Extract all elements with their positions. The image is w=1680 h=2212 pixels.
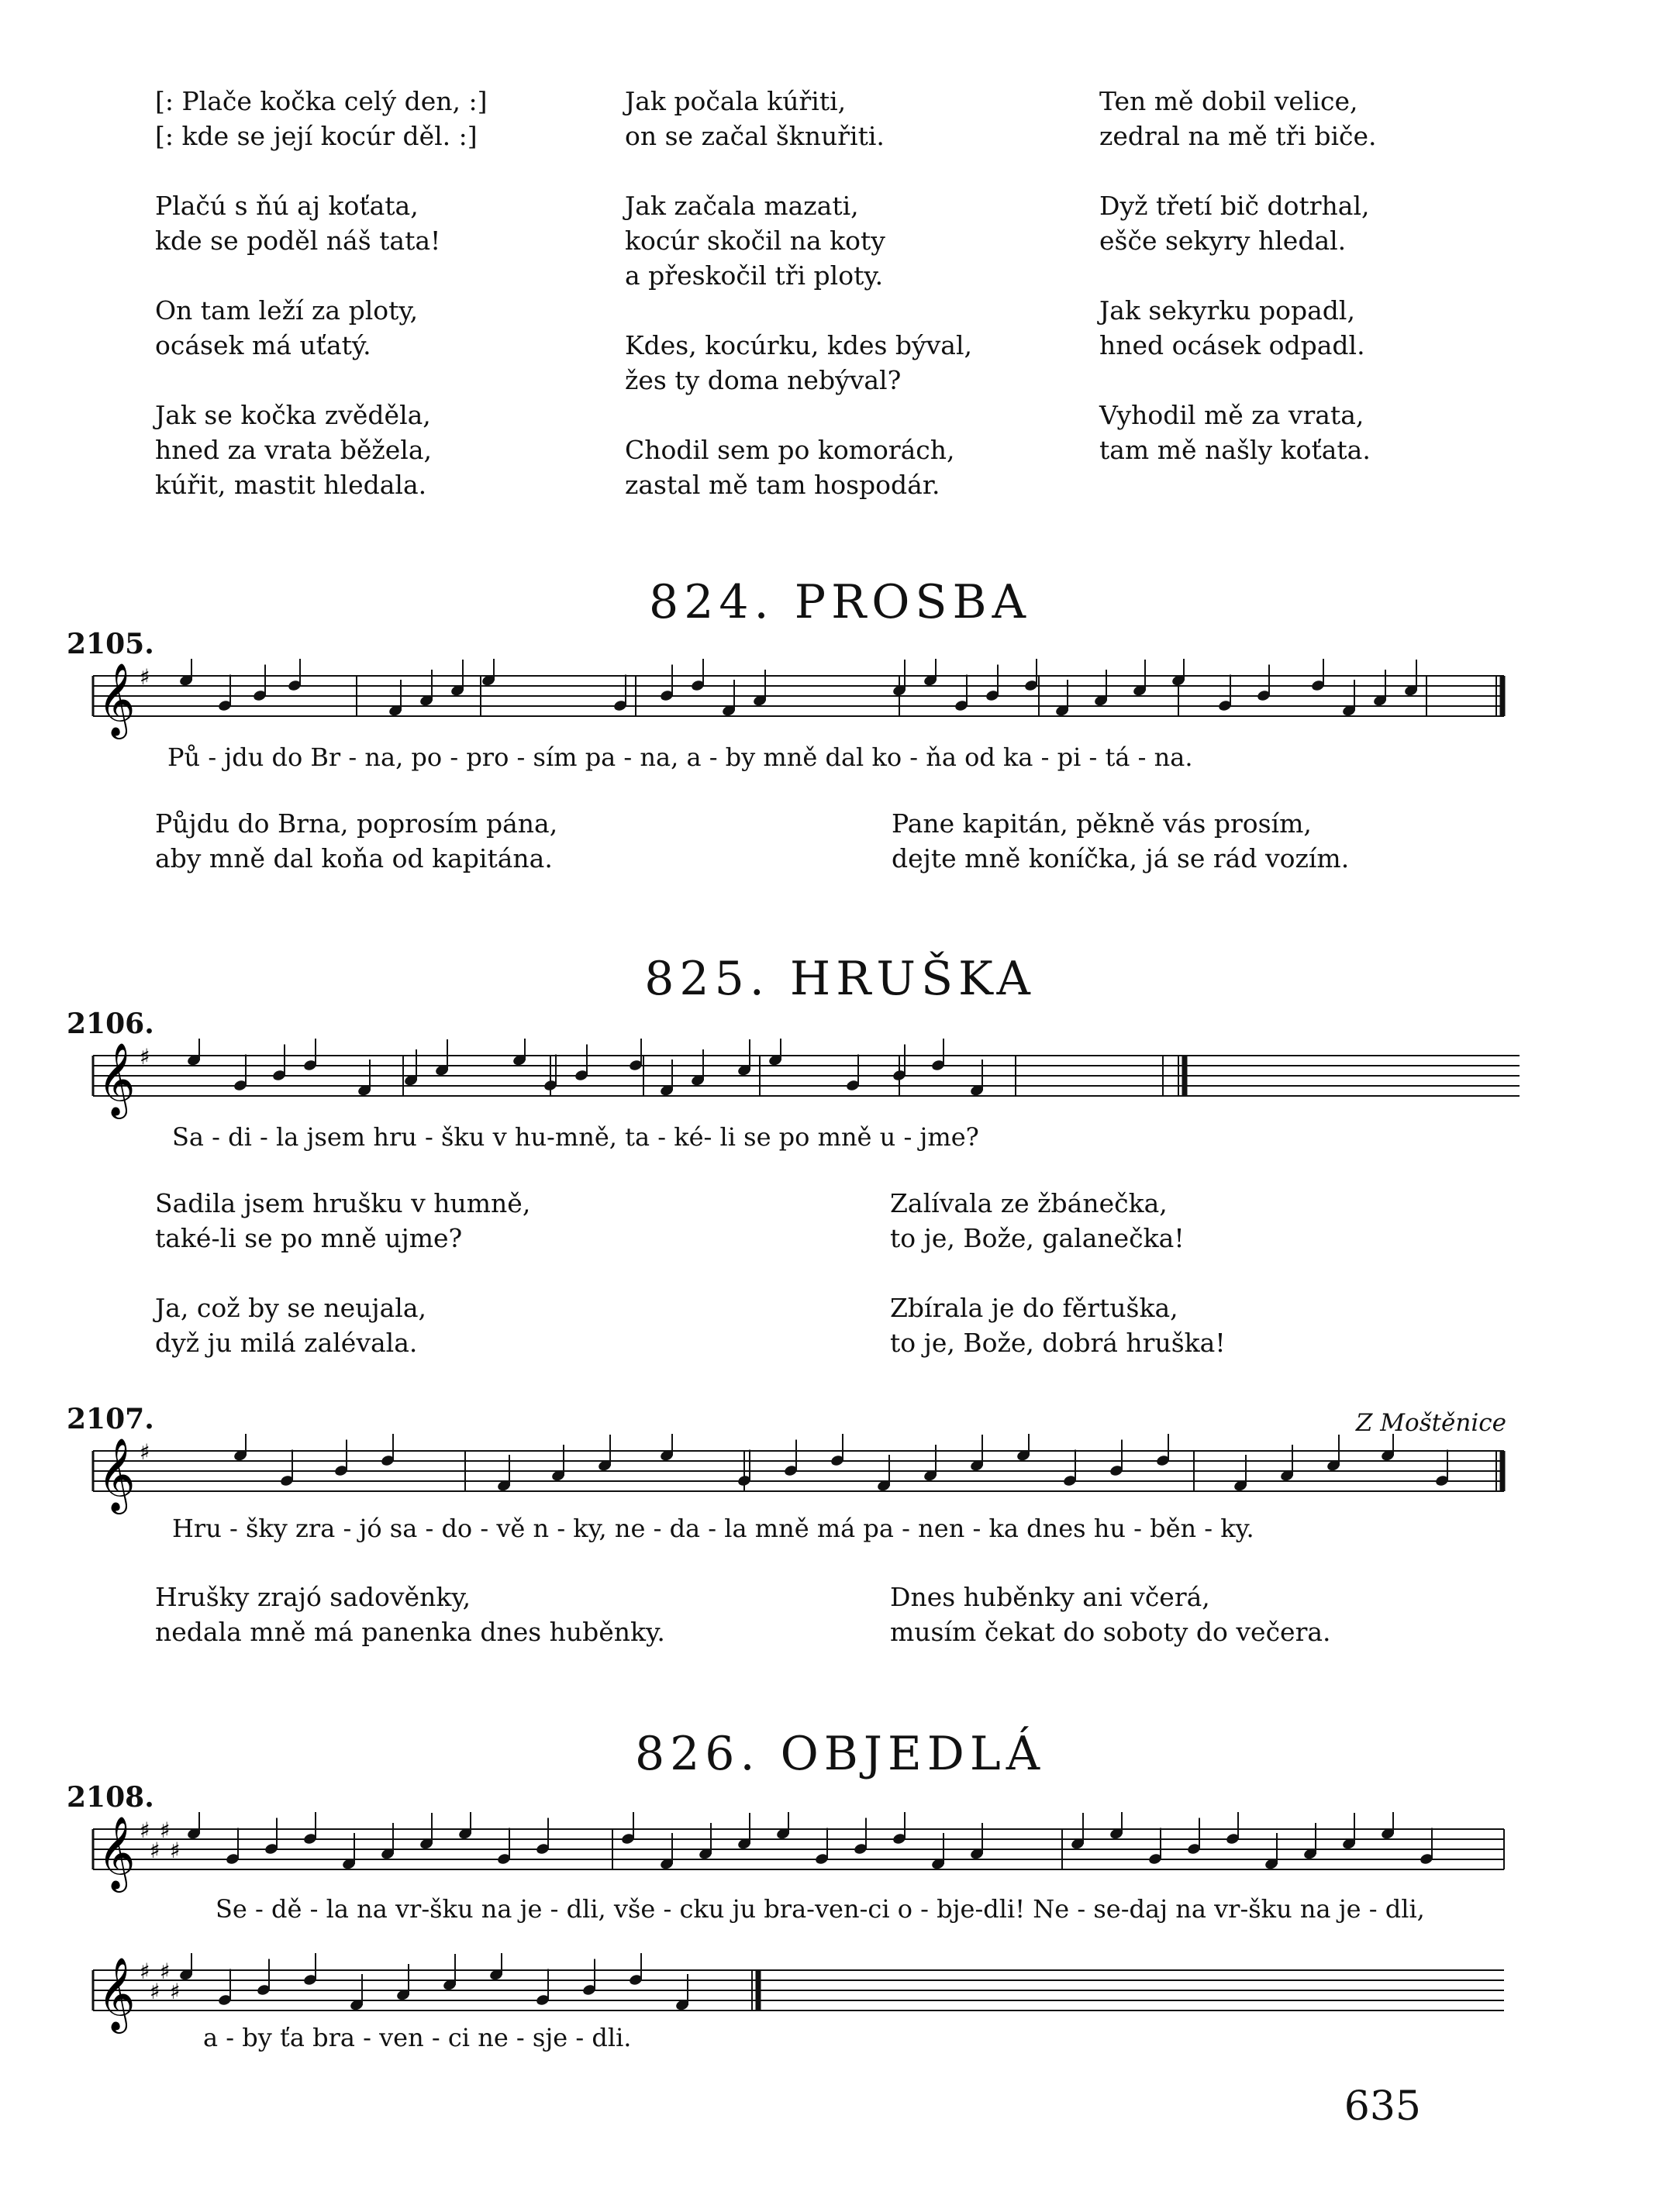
verse-line: [: Plače kočka celý den, :]	[155, 86, 488, 116]
song-title: 826. OBJEDLÁ	[634, 1727, 1046, 1781]
verse-line: Vyhodil mě za vrata,	[1099, 400, 1364, 430]
song-title: 825. HRUŠKA	[644, 952, 1036, 1006]
tune-number: 2107.	[67, 1403, 154, 1435]
sharp-icon: ♯	[170, 1979, 181, 2004]
verse-line: tam mě našly koťata.	[1099, 435, 1371, 465]
tune-number: 2108.	[67, 1781, 154, 1814]
tune-number: 2105.	[67, 628, 154, 660]
music-staff	[78, 1039, 1520, 1124]
verse-line: nedala mně má panenka dnes huběnky.	[155, 1617, 665, 1647]
verse-line: musím čekat do soboty do večera.	[890, 1617, 1331, 1647]
treble-clef-icon: 𝄞	[98, 1957, 136, 2031]
verse-line: kúřit, mastit hledala.	[155, 470, 427, 500]
verse-line: ešče sekyry hledal.	[1099, 226, 1347, 256]
music-staff	[78, 1812, 1520, 1897]
sharp-icon: ♯	[150, 1838, 160, 1863]
verse-line: Jak sekyrku popadl,	[1099, 295, 1355, 326]
verse-line: Kdes, kocúrku, kdes býval,	[625, 330, 973, 360]
sharp-icon: ♯	[160, 1959, 171, 1984]
verse-line: zedral na mě tři biče.	[1099, 121, 1377, 151]
verse-line: On tam leží za ploty,	[155, 295, 419, 326]
sharp-icon: ♯	[140, 1439, 150, 1465]
verse-line: Hrušky zrajó sadověnky,	[155, 1582, 471, 1612]
sharp-icon: ♯	[140, 664, 150, 690]
sharp-icon: ♯	[160, 1817, 171, 1843]
verse-line: hned za vrata běžela,	[155, 435, 433, 465]
verse-line: kde se poděl náš tata!	[155, 226, 441, 256]
verse-column-1	[155, 84, 488, 502]
song-lyrics-line-2: a - by ťa bra - ven - ci ne - sje - dli.	[203, 2023, 632, 2052]
verse-line: Pane kapitán, pěkně vás prosím,	[892, 808, 1312, 839]
verse-column-right	[890, 1580, 1331, 1649]
song-lyrics: Sa - di - la jsem hru - šku v hu-mně, ta - ké- li se po mně u - jme?	[172, 1122, 979, 1152]
verse-line: žes ty doma nebýval?	[625, 365, 902, 395]
treble-clef-icon: 𝄞	[98, 1042, 136, 1116]
verse-line: Dyž třetí bič dotrhal,	[1099, 191, 1370, 221]
verse-line: Sadila jsem hrušku v humně,	[155, 1188, 531, 1218]
treble-clef-icon: 𝄞	[98, 1438, 136, 1511]
verse-column-left	[155, 806, 557, 876]
verse-line: Zbírala je do fěrtuška,	[890, 1293, 1178, 1323]
sharp-icon: ♯	[140, 1044, 150, 1070]
verse-line: aby mně dal koňa od kapitána.	[155, 843, 553, 873]
verse-line: hned ocásek odpadl.	[1099, 330, 1365, 360]
verse-line: také-li se po mně ujme?	[155, 1223, 463, 1253]
verse-line: kocúr skočil na koty	[625, 226, 885, 256]
verse-line: Ja, což by se neujala,	[155, 1293, 426, 1323]
verse-line: Jak počala kúřiti,	[625, 86, 847, 116]
song-lyrics: Hru - šky zra - jó sa - do - vě n - ky, ne - da - la mně má pa - nen - ka dnes hu - běn - ky.	[172, 1514, 1254, 1543]
verse-column-right	[892, 806, 1349, 876]
verse-line: Jak začala mazati,	[625, 191, 859, 221]
sharp-icon: ♯	[150, 1979, 160, 2004]
verse-column-2	[625, 84, 972, 502]
treble-clef-icon: 𝄞	[98, 663, 136, 736]
verse-column-right	[890, 1186, 1226, 1360]
treble-clef-icon: 𝄞	[98, 1816, 136, 1890]
music-staff	[78, 1434, 1520, 1519]
verse-column-3	[1099, 84, 1377, 467]
verse-line: to je, Bože, galanečka!	[890, 1223, 1185, 1253]
sharp-icon: ♯	[170, 1838, 181, 1863]
verse-column-left	[155, 1186, 530, 1360]
song-lyrics: Pů - jdu do Br - na, po - pro - sím pa - na, a - by mně dal ko - ňa od ka - pi - tá - na.	[167, 743, 1193, 772]
verse-line: a přeskočil tři ploty.	[625, 260, 884, 291]
verse-line: Chodil sem po komorách,	[625, 435, 955, 465]
tune-number: 2106.	[67, 1008, 154, 1040]
verse-line: on se začal šknuřiti.	[625, 121, 885, 151]
song-title: 824. PROSBA	[649, 575, 1031, 629]
verse-column-left	[155, 1580, 665, 1649]
sharp-icon: ♯	[140, 1959, 150, 1984]
page-number: 635	[1344, 2083, 1421, 2130]
verse-line: Ten mě dobil velice,	[1099, 86, 1358, 116]
verse-line: [: kde se její kocúr děl. :]	[155, 121, 478, 151]
verse-line: Jak se kočka zvěděla,	[155, 400, 431, 430]
verse-line: zastal mě tam hospodár.	[625, 470, 940, 500]
verse-line: Půjdu do Brna, poprosím pána,	[155, 808, 558, 839]
song-lyrics: Se - dě - la na vr-šku na je - dli, vše - cku ju bra-ven-ci o - bje-dli! Ne - se-daj na vr-šku na je - dli,	[216, 1894, 1425, 1924]
sharp-icon: ♯	[140, 1817, 150, 1843]
verse-line: Zalívala ze žbánečka,	[890, 1188, 1168, 1218]
verse-line: Plačú s ňú aj koťata,	[155, 191, 419, 221]
verse-line: dejte mně koníčka, já se rád vozím.	[892, 843, 1350, 873]
verse-line: Dnes huběnky ani včerá,	[890, 1582, 1210, 1612]
music-staff	[78, 659, 1520, 744]
verse-line: ocásek má uťatý.	[155, 330, 371, 360]
song-origin: Z Moštěnice	[1355, 1409, 1506, 1437]
verse-line: dyž ju milá zalévala.	[155, 1328, 418, 1358]
verse-line: to je, Bože, dobrá hruška!	[890, 1328, 1226, 1358]
